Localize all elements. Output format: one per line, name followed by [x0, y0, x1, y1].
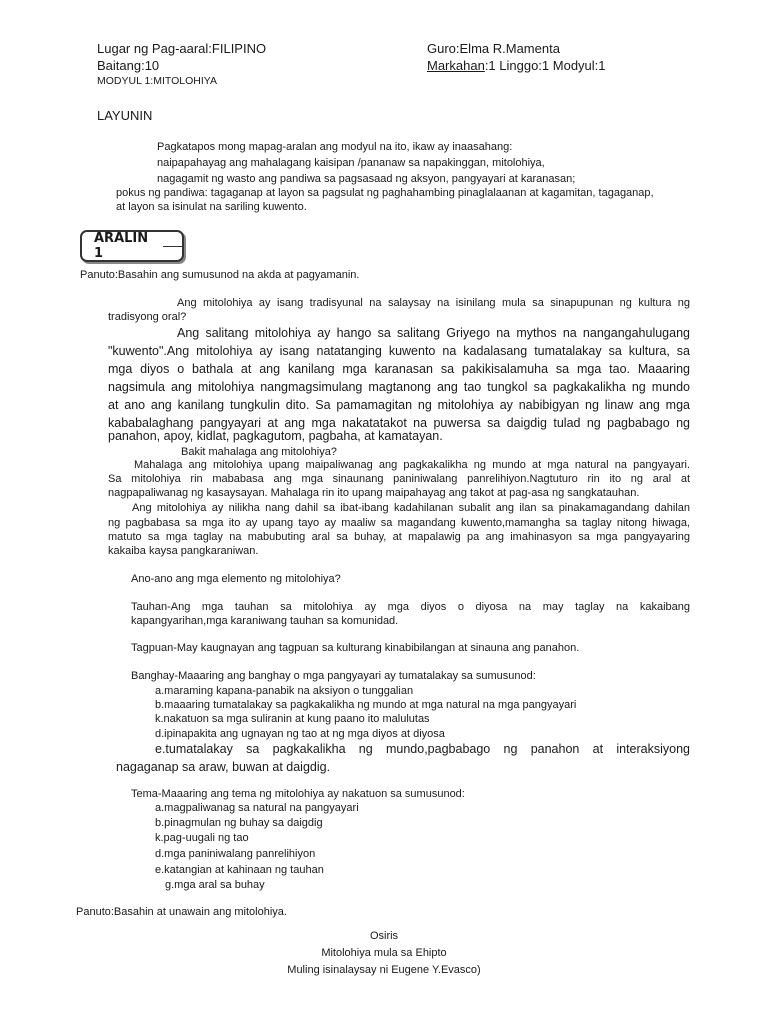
tema-item: k.pag-uugali ng tao: [155, 832, 249, 844]
layunin-heading: LAYUNIN: [97, 108, 153, 123]
intro-line: Ang mitolohiya ay isang tradisyunal na salaysay na isinilang mula sa sinapupunan ng kultura ng: [177, 297, 690, 309]
layunin-line: pokus ng pandiwa: tagaganap at layon sa pagsulat ng paghahambing pinaglalaanan at kagamitan, tagaganap,: [116, 187, 654, 199]
banghay-item: d.ipinapakita ang ugnayan ng tao at ng mga diyos at diyosa: [155, 728, 445, 740]
banghay-item-cont: nagaganap sa araw, buwan at daigdig.: [116, 760, 331, 774]
intro-line: tradisyong oral?: [108, 311, 187, 323]
aralin-dash: [163, 246, 182, 247]
bakit-p2-line: matuto sa mga taglay na mabubuting aral sa buhay, at mapalawig pa ang imahinasyon sa mga pangyayaring: [108, 531, 690, 543]
bakit-question: Bakit mahalaga ang mitolohiya?: [181, 446, 337, 458]
lugar-ng-pag-aaral: Lugar ng Pag-aaral:FILIPINO: [97, 41, 267, 56]
elemento-question: Ano-ano ang mga elemento ng mitolohiya?: [131, 573, 341, 585]
tema-item: e.katangian at kahinaan ng tauhan: [155, 864, 324, 876]
tauhan-line: kapangyarihan,mga karaniwang tauhan sa komunidad.: [131, 615, 399, 627]
tema-item: g.mga aral sa buhay: [165, 879, 265, 891]
story-title: Osiris: [369, 930, 399, 942]
bakit-p1-line: nagpapaliwanag ng kasaysayan. Mahalaga rin ito upang maipahayag ang takot at pag-asa ng sangkatauhan.: [108, 487, 640, 499]
banghay-item: k.nakatuon sa mga suliranin at kung paano ito malulutas: [155, 713, 430, 725]
banghay-item: b.maaaring tumatalakay sa pagkakalikha ng mundo at mga natural na mga pangyayari: [155, 699, 577, 711]
tema-item: d.mga paniniwalang panrelihiyon: [155, 848, 316, 860]
panuto-basahin: Panuto:Basahin ang sumusunod na akda at pagyamanin.: [80, 269, 360, 281]
modyul-title: MODYUL 1:MITOLOHIYA: [97, 75, 217, 87]
salita-line: nagsimula ang mitolohiya nangmagsimulang magtanong ang tao tungkol sa pagkakalikha ng mundo: [108, 380, 690, 394]
tauhan-line: Tauhan-Ang mga tauhan sa mitolohiya ay mga diyos o diyosa na may taglay na kakaibang: [131, 601, 690, 613]
layunin-line: nagagamit ng wasto ang pandiwa sa pagsasaad ng aksyon, pangyayari at karanasan;: [157, 173, 576, 185]
layunin-line: Pagkatapos mong mapag-aralan ang modyul na ito, ikaw ay inaasahang:: [157, 141, 513, 153]
salita-line: panahon, apoy, kidlat, pagkagutom, pagbaha, at kamatayan.: [108, 429, 443, 443]
bakit-p1-line: Sa mitolohiya rin mababasa ang mga sinaunang paniniwalang panrelihiyon.Nagtuturo rin ito ng aral at: [108, 473, 690, 485]
tagpuan-line: Tagpuan-May kaugnayan ang tagpuan sa kulturang kinabibilangan at sinauna ang panahon.: [131, 642, 580, 654]
bakit-p2-line: ng pagbabasa sa mga ito ay upang tayo ay maaliw sa magandang kuwento,mamangha sa taglay nitong hiwaga,: [108, 517, 690, 529]
baitang: Baitang:10: [97, 58, 160, 73]
guro: Guro:Elma R.Mamenta: [427, 41, 560, 56]
bakit-p1-line: Mahalaga ang mitolohiya upang maipaliwanag ang pagkakalikha ng mundo at mga natural na pangyayari.: [134, 459, 690, 471]
tema-intro: Tema-Maaaring ang tema ng mitolohiya ay nakatuon sa sumusunod:: [131, 788, 465, 800]
tema-item: a.magpaliwanag sa natural na pangyayari: [155, 802, 359, 814]
banghay-item: a.maraming kapana-panabik na aksiyon o tunggalian: [155, 685, 414, 697]
story-subtitle: Mitolohiya mula sa Ehipto: [321, 947, 447, 959]
salita-line: mga diyos o bathala at ang kanilang mga karanasan sa pakikisalamuha sa mga tao. Maaaring: [108, 362, 690, 376]
markahan-label: Markahan: [427, 58, 485, 73]
markahan-details: :1 Linggo:1 Modyul:1: [484, 58, 606, 73]
banghay-item: e.tumatalakay sa pagkakalikha ng mundo,pagbabago ng panahon at interaksiyong: [155, 742, 690, 756]
aralin-label: ARALIN 1: [94, 231, 149, 261]
salita-line: at ano ang kanilang tungkulin dito. Sa pamamagitan ng mitolohiya ay nabibigyan ng linaw ang mga: [108, 398, 690, 412]
layunin-line: at layon sa isinulat na sariling kuwento.: [116, 201, 307, 213]
salita-line: "kuwento".Ang mitolohiya ay isang natatanging kuwento na kadalasang tumatalakay sa kultura, sa: [108, 344, 690, 358]
layunin-line: naipapahayag ang mahalagang kaisipan /pananaw sa napakinggan, mitolohiya,: [157, 157, 545, 169]
salita-line: kababalaghang pangyayari at ang mga nakatatakot na puwersa sa daigdig tulad ng pagbabago ng: [108, 416, 690, 430]
markahan: [427, 58, 606, 74]
tema-item: b.pinagmulan ng buhay sa daigdig: [155, 817, 323, 829]
aralin-badge: [80, 230, 184, 262]
salita-line: Ang salitang mitolohiya ay hango sa salitang Griyego na mythos na nangangahulugang: [177, 326, 690, 340]
banghay-intro: Banghay-Maaaring ang banghay o mga pangyayari ay tumatalakay sa sumusunod:: [131, 670, 536, 682]
bakit-p2-line: Ang mitolohiya ay nilikha nang dahil sa ibat-ibang kadahilanan subalit ang ilan sa pinakamagandang dahilan: [132, 502, 690, 514]
story-credit: Muling isinalaysay ni Eugene Y.Evasco): [287, 964, 481, 976]
panuto-unawain: Panuto:Basahin at unawain ang mitolohiya.: [76, 906, 287, 918]
bakit-p2-line: kakaiba kaysa pangkaraniwan.: [108, 545, 259, 557]
